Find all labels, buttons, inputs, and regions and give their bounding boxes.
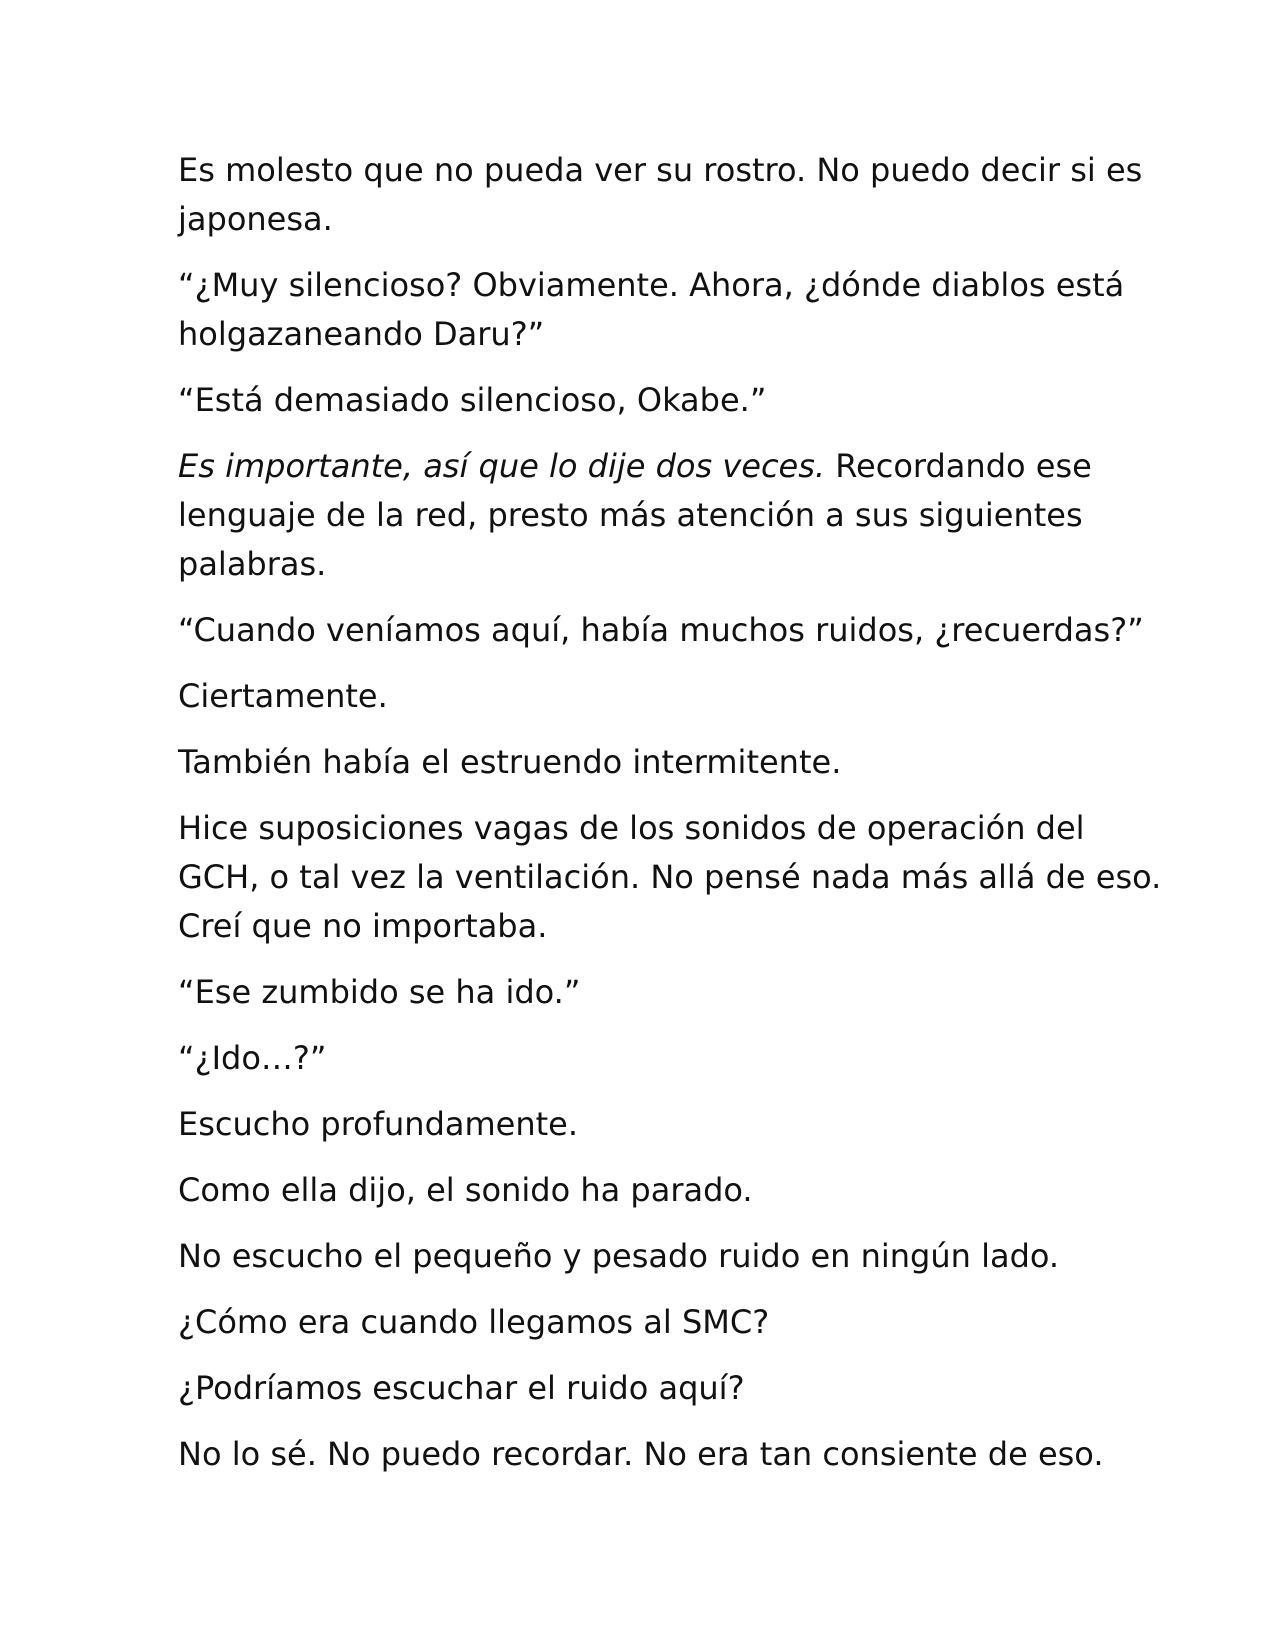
text-line: Escucho profundamente. [178,1105,579,1143]
text-line: No lo sé. No puedo recordar. No era tan consiente de eso. [178,1435,1104,1473]
text-line: Como ella dijo, el sonido ha parado. [178,1171,753,1209]
text-line: También había el estruendo intermitente. [178,743,842,781]
text-line: Creí que no importaba. [178,907,548,945]
italic-phrase: Es importante, así que lo dije dos veces. [178,447,826,485]
paragraph [178,1034,1118,1083]
text-line: No escucho el pequeño y pesado ruido en ningún lado. [178,1237,1060,1275]
text-line: Es molesto que no pueda ver su rostro. No puedo decir si es [178,151,1143,189]
paragraph [178,261,1125,359]
text-line: ¿Podríamos escuchar el ruido aquí? [178,1369,745,1407]
paragraph [178,1364,1118,1413]
paragraph [178,1232,1118,1281]
paragraph [178,1166,1118,1215]
text-line: japonesa. [178,200,333,238]
text-line [178,442,1118,491]
text-line: “Ese zumbido se ha ido.” [178,973,581,1011]
text-line: holgazaneando Daru?” [178,315,545,353]
text-line: “¿Ido…?” [178,1039,327,1077]
text-line: GCH, o tal vez la ventilación. No pensé nada más allá de eso. [178,858,1162,896]
text-line: “¿Muy silencioso? Obviamente. Ahora, ¿dónde diablos está [178,266,1125,304]
text-line: Hice suposiciones vagas de los sonidos de operación del [178,809,1085,847]
paragraph [178,738,1118,787]
paragraph [178,146,1143,244]
paragraph [178,376,1118,425]
paragraph [178,672,1118,721]
paragraph [178,1430,1118,1479]
text-line: lenguaje de la red, presto más atención a sus siguientes [178,496,1083,534]
paragraph [178,804,1162,951]
body-text [178,146,1162,1496]
text-line: “Cuando veníamos aquí, había muchos ruidos, ¿recuerdas?” [178,611,1144,649]
paragraph [178,1100,1118,1149]
paragraph [178,606,1144,655]
paragraph [178,442,1118,589]
text-fragment: Recordando ese [825,447,1092,485]
paragraph [178,1298,1118,1347]
paragraph [178,968,1118,1017]
text-line: “Está demasiado silencioso, Okabe.” [178,381,767,419]
text-line: ¿Cómo era cuando llegamos al SMC? [178,1303,770,1341]
text-line: Ciertamente. [178,677,388,715]
text-line: palabras. [178,545,327,583]
